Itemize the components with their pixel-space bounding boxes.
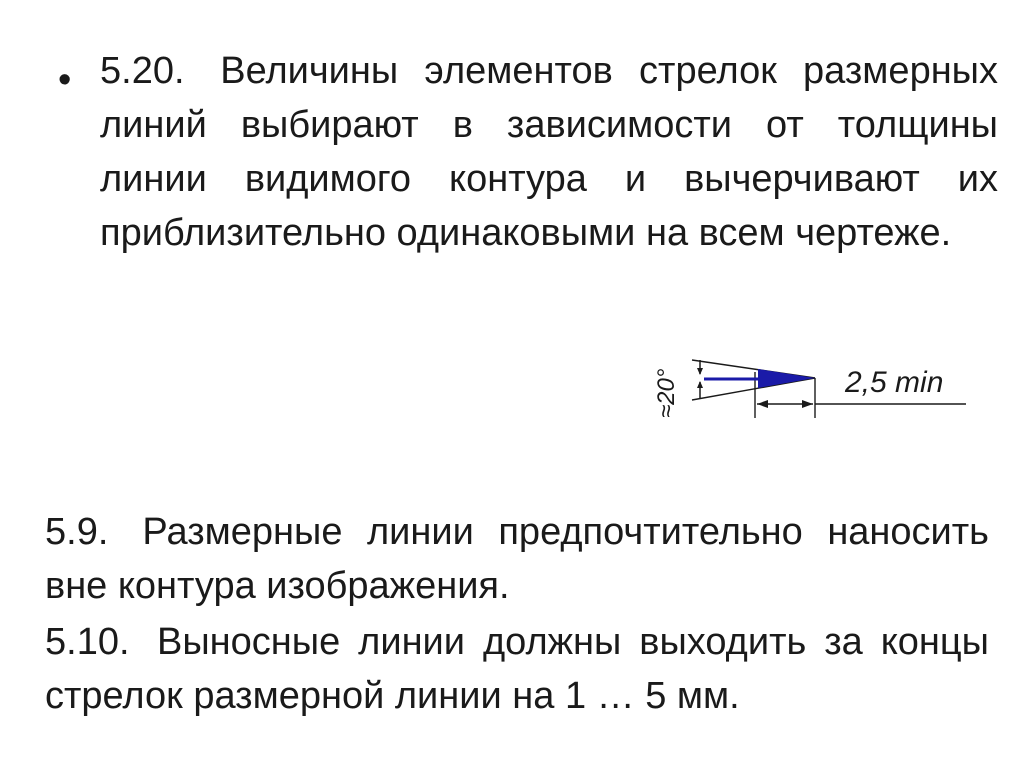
arrowhead-icon [758,369,815,388]
paragraph-5-10 [45,615,989,723]
paragraph-text: Величины элементов стрелок размерных линий выбирают в зависимости от толщины линии видимого контура и вычерчивают их приблизительно одинаковыми на всем чертеже. [100,50,998,254]
angle-label: ≈20° [653,368,680,418]
paragraph-5-9 [45,505,989,613]
arrow-dimension-figure [640,330,970,430]
paragraph-5-20 [100,44,998,260]
paragraph-text: Выносные линии должны выходить за концы стрелок размерной линии на 1 … 5 мм. [45,621,989,717]
paragraph-text: Размерные линии предпочтительно наносить вне контура изображения. [45,511,989,607]
angle-tick-arrowhead-bottom [697,381,703,388]
wedge-line-bottom [692,378,815,400]
paragraph-number: 5.9. [45,511,109,553]
length-label: 2,5 min [845,366,944,399]
paragraph-number: 5.10. [45,621,130,663]
paragraph-number: 5.20. [100,50,185,92]
angle-tick-arrowhead-top [697,368,703,375]
length-arrow-right [802,400,813,408]
length-arrow-left [757,400,768,408]
arrow-diagram [640,330,970,430]
bullet-dot: • [58,59,72,101]
